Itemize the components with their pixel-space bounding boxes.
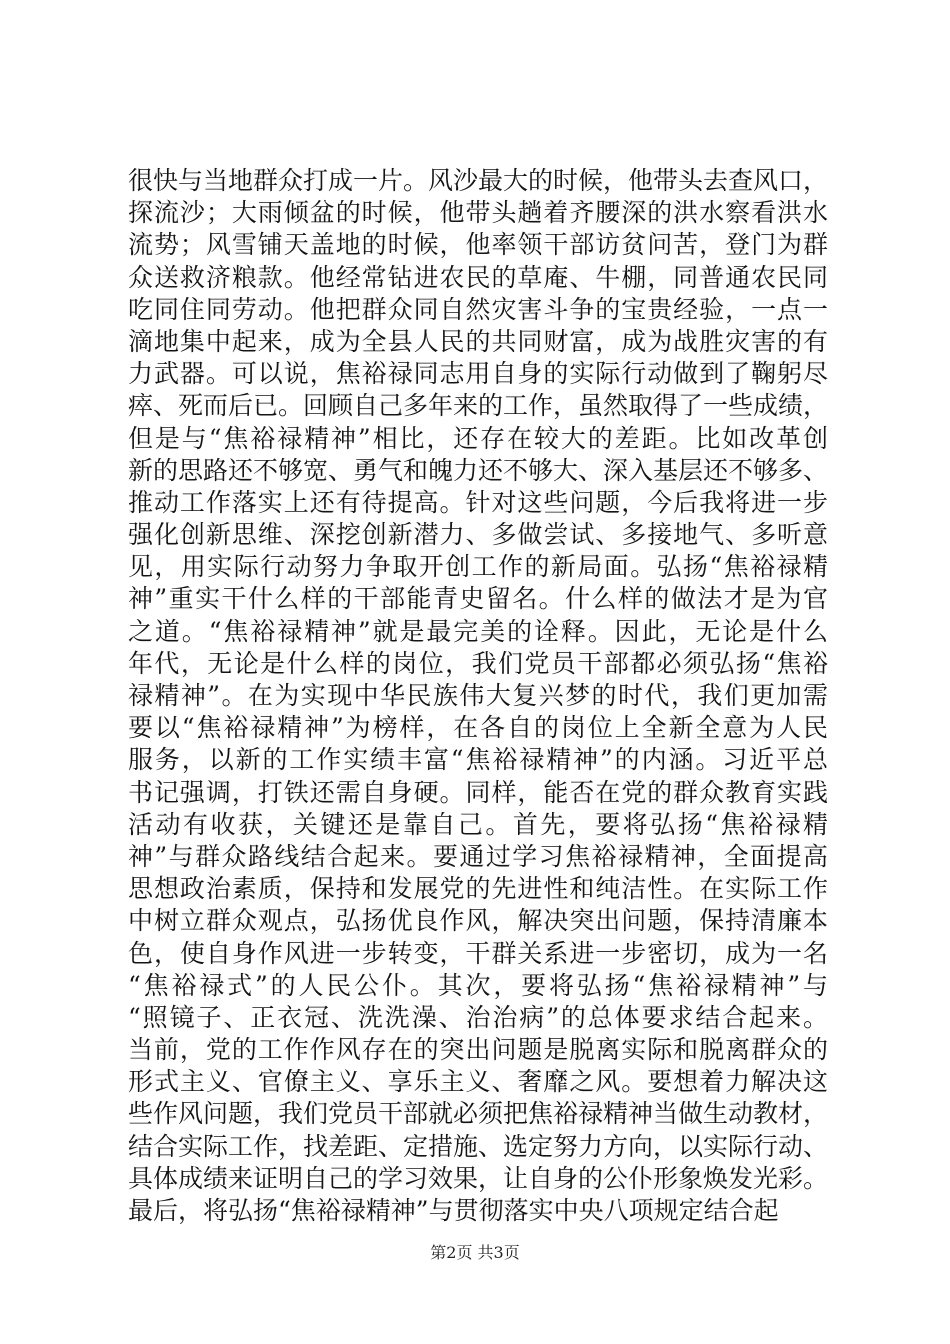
text-line: 服务，以新的工作实绩丰富“焦裕禄精神”的内涵。习近平总	[128, 745, 828, 775]
text-line: 神”重实干什么样的干部能青史留名。什么样的做法才是为官	[128, 584, 828, 614]
text-line: 吃同住同劳动。他把群众同自然灾害斗争的宝贵经验，一点一	[128, 294, 828, 324]
text-line: 神”与群众路线结合起来。要通过学习焦裕禄精神，全面提高	[128, 841, 828, 871]
text-line: 滴地集中起来，成为全县人民的共同财富，成为战胜灾害的有	[128, 326, 828, 356]
text-line: 新的思路还不够宽、勇气和魄力还不够大、深入基层还不够多、	[128, 455, 828, 485]
text-line: 要以“焦裕禄精神”为榜样，在各自的岗位上全新全意为人民	[128, 713, 828, 743]
text-line: 禄精神”。在为实现中华民族伟大复兴梦的时代，我们更加需	[128, 681, 828, 710]
text-line: 众送救济粮款。他经常钻进农民的草庵、牛棚，同普通农民同	[128, 262, 828, 292]
text-line: 之道。“焦裕禄精神”就是最完美的诠释。因此，无论是什么	[128, 616, 828, 646]
text-line: 色，使自身作风进一步转变，干群关系进一步密切，成为一名	[128, 938, 828, 968]
text-line: “照镜子、正衣冠、洗洗澡、治治病”的总体要求结合起来。	[128, 1002, 828, 1032]
text-line: 形式主义、官僚主义、享乐主义、奢靡之风。要想着力解决这	[128, 1067, 828, 1097]
text-line: 力武器。可以说，焦裕禄同志用自身的实际行动做到了鞠躬尽	[128, 359, 828, 389]
text-line: 最后，将弘扬“焦裕禄精神”与贯彻落实中央八项规定结合起	[128, 1196, 779, 1225]
text-line: 强化创新思维、深挖创新潜力、多做尝试、多接地气、多听意	[128, 520, 828, 550]
text-line: 见，用实际行动努力争取开创工作的新局面。弘扬“焦裕禄精	[128, 552, 828, 582]
text-line: 当前，党的工作作风存在的突出问题是脱离实际和脱离群众的	[128, 1035, 828, 1065]
text-line: 流势；风雪铺天盖地的时候，他率领干部访贫问苦，登门为群	[128, 230, 828, 260]
text-line: 结合实际工作，找差距、定措施、选定努力方向，以实际行动、	[128, 1131, 828, 1161]
text-line: 年代，无论是什么样的岗位，我们党员干部都必须弘扬“焦裕	[128, 648, 828, 678]
text-line: 中树立群众观点，弘扬优良作风，解决突出问题，保持清廉本	[128, 906, 828, 936]
text-line: “焦裕禄式”的人民公仆。其次，要将弘扬“焦裕禄精神”与	[128, 970, 828, 1000]
text-line: 具体成绩来证明自己的学习效果，让自身的公仆形象焕发光彩。	[128, 1163, 828, 1193]
text-line: 思想政治素质，保持和发展党的先进性和纯洁性。在实际工作	[128, 874, 828, 904]
text-line: 很快与当地群众打成一片。风沙最大的时候，他带头去查风口，	[128, 166, 828, 195]
text-line: 探流沙；大雨倾盆的时候，他带头趟着齐腰深的洪水察看洪水	[128, 198, 828, 228]
text-line: 瘁、死而后已。回顾自己多年来的工作，虽然取得了一些成绩，	[128, 391, 828, 421]
text-line: 书记强调，打铁还需自身硬。同样，能否在党的群众教育实践	[128, 777, 828, 807]
text-line: 些作风问题，我们党员干部就必须把焦裕禄精神当做生动教材，	[128, 1099, 828, 1129]
body-text	[128, 165, 828, 1227]
page-number-footer: 第2页 共3页	[430, 1243, 520, 1262]
text-line: 推动工作落实上还有待提高。针对这些问题，今后我将进一步	[128, 487, 828, 517]
text-line: 活动有收获，关键还是靠自己。首先，要将弘扬“焦裕禄精	[128, 809, 828, 839]
text-line: 但是与“焦裕禄精神”相比，还存在较大的差距。比如改革创	[128, 423, 828, 453]
